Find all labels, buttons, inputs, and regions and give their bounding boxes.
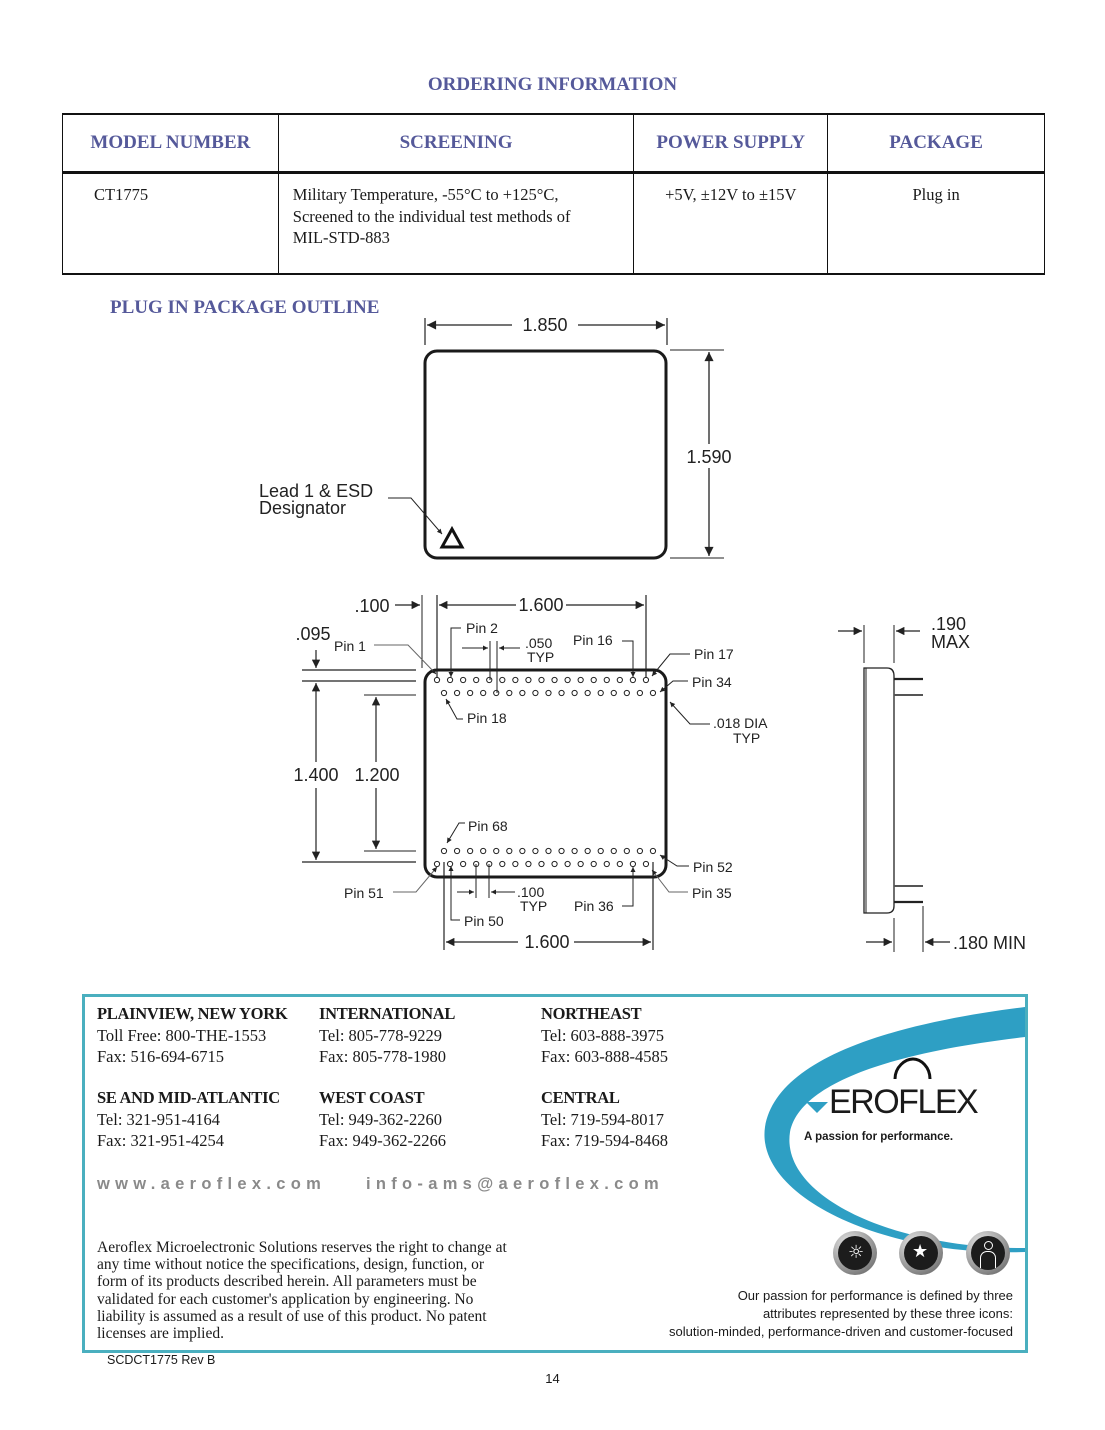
pin-hole (494, 848, 499, 853)
location-name: WEST COAST (319, 1088, 425, 1107)
pin-hole (624, 848, 629, 853)
pin-hole (513, 861, 518, 866)
dia-label: .018 DIA (713, 715, 768, 731)
pin-hole (441, 690, 446, 695)
location-fax: Fax: 516-694-6715 (97, 1047, 224, 1066)
pin-hole (611, 848, 616, 853)
dim-100: .100 (354, 596, 390, 616)
cell-package: Plug in (828, 173, 1045, 275)
pin-hole (630, 677, 635, 682)
location-fax: Fax: 719-594-8468 (541, 1131, 668, 1150)
location-phone: Tel: 805-778-9229 (319, 1025, 443, 1045)
pin-hole (454, 690, 459, 695)
pin-hole (611, 690, 616, 695)
pin-hole (507, 848, 512, 853)
pin-hole (578, 861, 583, 866)
location-se-mid-atlantic (97, 1087, 280, 1152)
pin-hole (585, 690, 590, 695)
pin-hole (572, 690, 577, 695)
pin-hole (520, 690, 525, 695)
screening-line: Screened to the individual test methods of (292, 206, 571, 226)
email-link[interactable]: info-ams@aeroflex.com (366, 1175, 664, 1193)
pin-hole (617, 861, 622, 866)
pin-hole (643, 861, 648, 866)
pin-34-label: Pin 34 (692, 674, 732, 690)
pin-hole (507, 690, 512, 695)
pin-hole (604, 677, 609, 682)
contact-footer (82, 994, 1028, 1353)
pin-hole (520, 848, 525, 853)
pin-hole (650, 690, 655, 695)
pin-hole (637, 848, 642, 853)
pin-hole (546, 690, 551, 695)
caption-line: attributes represented by these three icons: (762, 1306, 1013, 1321)
pin-51-label: Pin 51 (344, 885, 384, 901)
pin-hole (650, 848, 655, 853)
location-phone: Toll Free: 800-THE-1553 (97, 1025, 267, 1045)
pin-hole (559, 848, 564, 853)
location-name: NORTHEAST (541, 1004, 642, 1023)
pin-16-label: Pin 16 (573, 632, 613, 648)
cell-model: CT1775 (63, 173, 279, 275)
pin-hole (578, 677, 583, 682)
pin-hole (461, 677, 466, 682)
pin-hole (598, 848, 603, 853)
dim-095: .095 (295, 624, 331, 644)
location-phone: Tel: 719-594-8017 (541, 1109, 665, 1129)
pin-hole (552, 677, 557, 682)
pin-hole (468, 690, 473, 695)
esd-triangle-icon (442, 529, 462, 547)
pin-hole (526, 861, 531, 866)
ordering-title: ORDERING INFORMATION (427, 74, 678, 95)
pin-hole (526, 677, 531, 682)
person-icon (966, 1231, 1010, 1275)
lightbulb-icon: ☼ (833, 1231, 877, 1275)
screening-line: Military Temperature, -55°C to +125°C, (292, 185, 559, 204)
pin-hole (624, 690, 629, 695)
dim-190-max: MAX (931, 632, 971, 652)
pin-hole (630, 861, 635, 866)
pin-hole (487, 677, 492, 682)
location-central (541, 1087, 668, 1152)
header-model-number: MODEL NUMBER (63, 114, 279, 173)
pin-hole (494, 690, 499, 695)
pin-hole (591, 677, 596, 682)
location-name: INTERNATIONAL (319, 1004, 456, 1023)
pin-hole (552, 861, 557, 866)
pin-hole (500, 677, 505, 682)
pin-hole (643, 677, 648, 682)
pin-hole (539, 677, 544, 682)
location-fax: Fax: 603-888-4585 (541, 1047, 668, 1066)
location-plainview (97, 1003, 287, 1068)
dim-190: .190 (931, 614, 967, 634)
pin-hole (500, 861, 505, 866)
pin-hole (565, 677, 570, 682)
pin-hole (572, 848, 577, 853)
location-fax: Fax: 949-362-2266 (319, 1131, 446, 1150)
pin-hole (546, 848, 551, 853)
pin-hole (513, 677, 518, 682)
star-icon: ★ (899, 1231, 943, 1275)
pin-hole (461, 861, 466, 866)
side-view (838, 614, 1026, 953)
aeroflex-logo (803, 1083, 977, 1122)
pin-hole (434, 677, 439, 682)
pin-hole (559, 690, 564, 695)
pin-hole (637, 690, 642, 695)
dim-100-b: .100 (517, 884, 545, 900)
location-phone: Tel: 949-362-2260 (319, 1109, 443, 1129)
dim-1600-top: 1.600 (518, 595, 564, 615)
pin-hole (454, 848, 459, 853)
dim-050: .050 (525, 635, 553, 651)
location-name: CENTRAL (541, 1088, 620, 1107)
dim-1600-bottom: 1.600 (524, 932, 570, 952)
caption-line: Our passion for performance is defined by three (737, 1288, 1013, 1303)
dim-1400: 1.400 (293, 765, 339, 785)
attributes-caption (613, 1287, 1013, 1341)
dim-180-min: .180 MIN (953, 933, 1027, 953)
top-view (259, 315, 732, 558)
logo-text: EROFLEX (829, 1083, 978, 1121)
header-screening: SCREENING (278, 114, 634, 173)
dim-1850: 1.850 (522, 315, 568, 335)
dim-1200: 1.200 (354, 765, 400, 785)
dia-typ-label: TYP (733, 730, 761, 746)
location-international (319, 1003, 455, 1068)
pin-hole (604, 861, 609, 866)
cell-power-supply: +5V, ±12V to ±15V (634, 173, 828, 275)
outline-title: PLUG IN PACKAGE OUTLINE (110, 297, 380, 318)
pin-hole (441, 848, 446, 853)
pin-hole (481, 848, 486, 853)
pin-hole (434, 861, 439, 866)
pin-hole (447, 677, 452, 682)
screening-line: MIL-STD-883 (292, 228, 390, 247)
pin-18-label: Pin 18 (467, 710, 507, 726)
pin-hole (617, 677, 622, 682)
location-phone: Tel: 321-951-4164 (97, 1109, 221, 1129)
logo-tagline: A passion for performance. (804, 1131, 954, 1143)
dim-100-typ: TYP (520, 898, 548, 914)
lead-label: Designator (259, 498, 347, 518)
website-link[interactable]: www.aeroflex.com (97, 1175, 327, 1193)
pin-hole (585, 848, 590, 853)
page-number: 14 (545, 1371, 560, 1386)
pin-hole (533, 848, 538, 853)
pin-hole (533, 690, 538, 695)
pin-35-label: Pin 35 (692, 885, 732, 901)
dim-050-typ: TYP (527, 649, 555, 665)
pin-68-label: Pin 68 (468, 818, 508, 834)
pin-hole (565, 861, 570, 866)
pin-hole (539, 861, 544, 866)
pin-50-label: Pin 50 (464, 913, 504, 929)
location-fax: Fax: 805-778-1980 (319, 1047, 446, 1066)
header-power-supply: POWER SUPPLY (634, 114, 828, 173)
location-name: SE AND MID-ATLANTIC (97, 1088, 280, 1107)
pin-2-label: Pin 2 (466, 620, 498, 636)
lead-label: Lead 1 & ESD (259, 481, 374, 501)
header-package: PACKAGE (828, 114, 1045, 173)
pin-hole (468, 848, 473, 853)
aeroflex-a-icon (803, 1090, 829, 1122)
pin-hole (474, 677, 479, 682)
location-fax: Fax: 321-951-4254 (97, 1131, 224, 1150)
pin-hole (481, 690, 486, 695)
pin-17-label: Pin 17 (694, 646, 734, 662)
location-northeast (541, 1003, 668, 1068)
pin-hole (591, 861, 596, 866)
location-phone: Tel: 603-888-3975 (541, 1025, 665, 1045)
disclaimer-text: Aeroflex Microelectronic Solutions reserves the right to change at any time without notice the specifications, design, function, or form of its products described herein. All parameters must be validated for each customer's application by engineering. No liability is assumed as a result of use of this product. No patent licenses are implied. (97, 1239, 507, 1343)
pin-hole (598, 690, 603, 695)
document-id: SCDCT1775 Rev B (107, 1353, 216, 1367)
pin-hole (447, 861, 452, 866)
pin-view (293, 595, 768, 952)
dim-1590: 1.590 (686, 447, 732, 467)
location-west-coast (319, 1087, 446, 1152)
pin-1-label: Pin 1 (334, 638, 366, 654)
caption-line: solution-minded, performance-driven and customer-focused (669, 1324, 1013, 1339)
pin-52-label: Pin 52 (693, 859, 733, 875)
location-name: PLAINVIEW, NEW YORK (97, 1004, 288, 1023)
pin-36-label: Pin 36 (574, 898, 614, 914)
